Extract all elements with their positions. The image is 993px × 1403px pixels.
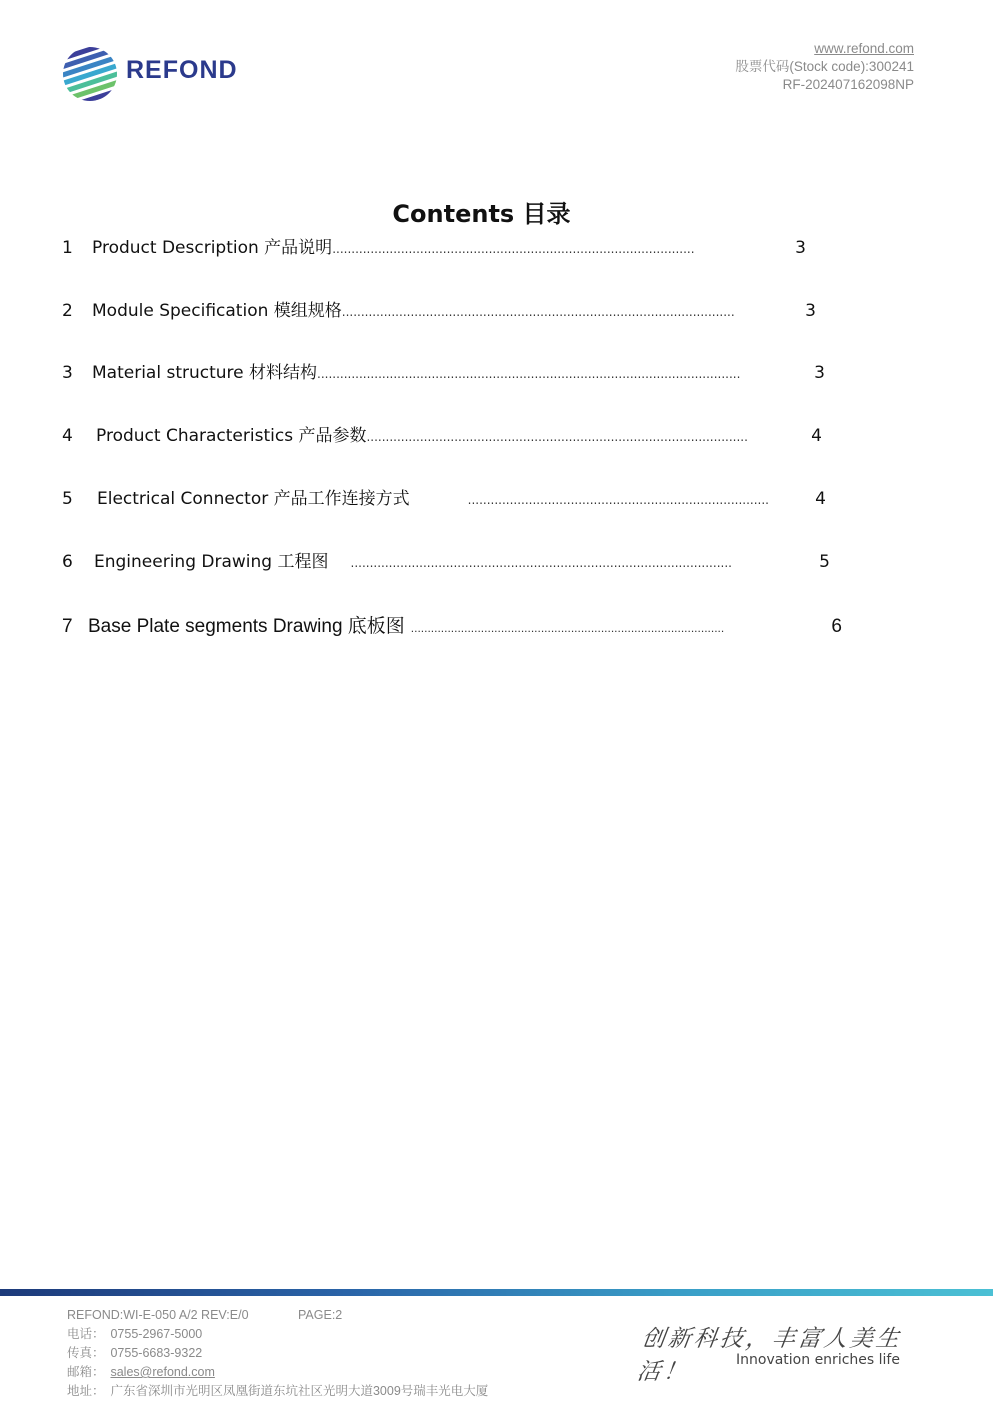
toc-page: 4 — [811, 426, 822, 446]
toc-label: Material structure 材料结构 — [92, 363, 318, 383]
toc-page: 3 — [814, 363, 825, 383]
toc-leader: .................................................................................................... — [366, 430, 748, 444]
toc-leader: ............................................................................................................... — [317, 367, 741, 381]
slogan — [635, 1318, 918, 1385]
footer-doc-row — [67, 1306, 488, 1325]
document-number: RF-202407162098NP — [782, 77, 914, 92]
toc-number: 1 — [62, 238, 73, 258]
toc-page: 5 — [819, 552, 830, 572]
address-label: 地址： — [67, 1384, 105, 1398]
toc-entry-5[interactable] — [62, 484, 826, 510]
phone-label: 电话： — [67, 1327, 105, 1341]
phone-number: 0755-2967-5000 — [110, 1327, 203, 1341]
toc-entry-1[interactable] — [62, 233, 806, 259]
toc-number: 3 — [62, 363, 73, 383]
doc-reference: REFOND:WI-E-050 A/2 REV:E/0 — [67, 1308, 249, 1322]
toc-number: 4 — [62, 426, 73, 446]
toc-number: 2 — [62, 301, 73, 321]
toc-page: 3 — [795, 238, 806, 258]
toc-label: Base Plate segments Drawing 底板图 — [88, 616, 405, 637]
email-link[interactable]: sales@refond.com — [110, 1365, 215, 1379]
toc-entry-7[interactable] — [62, 611, 842, 637]
toc-entry-2[interactable] — [62, 296, 816, 322]
refond-globe-icon — [60, 44, 122, 104]
toc-label: Product Description 产品说明 — [92, 238, 333, 258]
toc-page: 3 — [805, 301, 816, 321]
footer-divider — [0, 1289, 993, 1296]
website-link[interactable]: www.refond.com — [814, 41, 914, 56]
toc-number: 5 — [62, 489, 73, 509]
toc-page: 4 — [815, 489, 826, 509]
toc-entry-6[interactable] — [62, 547, 830, 573]
page-title: Contents 目录 — [392, 200, 571, 228]
email-label: 邮箱： — [67, 1365, 105, 1379]
address-row — [67, 1382, 488, 1401]
fax-label: 传真： — [67, 1346, 105, 1360]
toc-label: Module Specification 模组规格 — [92, 301, 342, 321]
stock-code: 股票代码(Stock code):300241 — [735, 59, 914, 74]
toc-label: Engineering Drawing 工程图 — [94, 552, 329, 572]
toc-number: 6 — [62, 552, 73, 572]
toc-entry-3[interactable] — [62, 358, 825, 384]
toc-leader: .................................................................................................... — [350, 556, 732, 570]
toc-leader: ............................................................................................... — [332, 242, 695, 256]
fax-number: 0755-6683-9322 — [110, 1346, 203, 1360]
company-logo — [60, 44, 238, 104]
toc-leader: ............................................................................... — [467, 493, 769, 507]
page-number: PAGE:2 — [298, 1308, 343, 1322]
toc-label: Product Characteristics 产品参数 — [96, 426, 367, 446]
slogan-english: Innovation enriches life — [736, 1352, 900, 1368]
email-row — [67, 1363, 488, 1382]
toc-label: Electrical Connector 产品工作连接方式 — [97, 489, 410, 509]
brand-wordmark: REFOND — [126, 56, 238, 84]
toc-leader: ....................................................................................................... — [341, 305, 735, 319]
fax-row — [67, 1344, 488, 1363]
toc-number: 7 — [62, 616, 73, 637]
toc-page: 6 — [831, 616, 842, 637]
header-info — [735, 40, 914, 94]
phone-row — [67, 1325, 488, 1344]
slogan-chinese: 创新科技，丰富人美生活！ — [635, 1326, 904, 1385]
toc-entry-4[interactable] — [62, 421, 822, 447]
toc-leader: .............................................................................................. — [410, 621, 725, 635]
footer-contact — [67, 1306, 488, 1401]
address-text: 广东省深圳市光明区凤凰街道东坑社区光明大道3009号瑞丰光电大厦 — [110, 1384, 489, 1398]
